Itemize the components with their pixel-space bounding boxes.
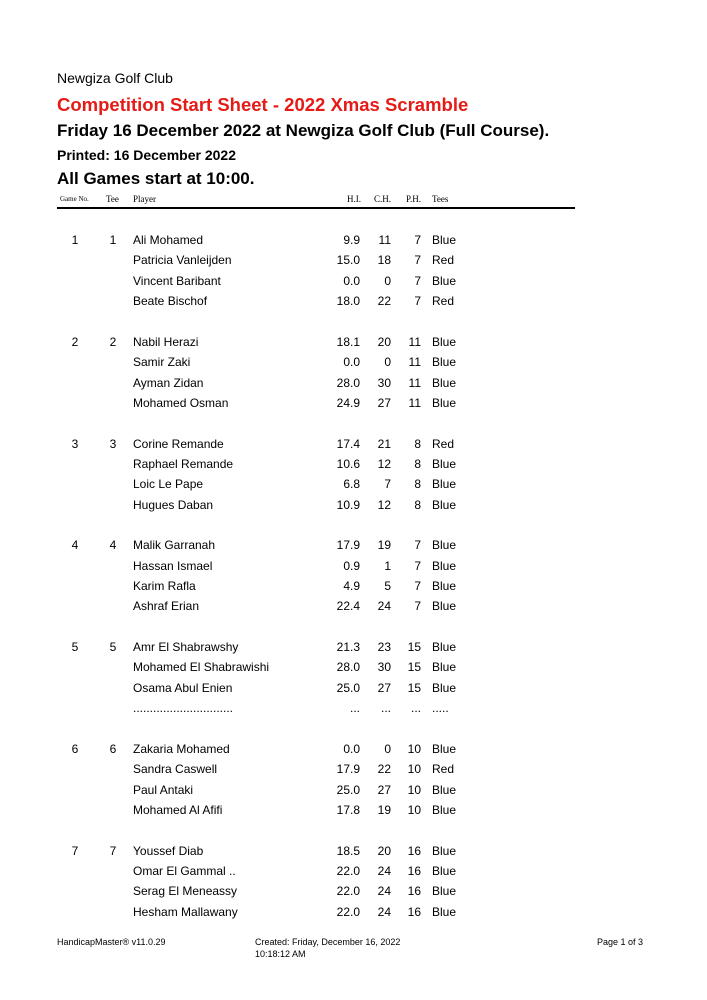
table-row [0,457,707,475]
table-row [0,559,707,577]
cell-playing-handicap: 16 [407,904,421,919]
cell-handicap-index: 28.0 [336,375,360,390]
cell-tee: 2 [109,334,117,349]
cell-course-handicap: ... [380,701,391,716]
cell-playing-handicap: 7 [414,599,421,614]
cell-player: Amr El Shabrawshy [133,640,239,654]
cell-playing-handicap: 7 [414,538,421,553]
cell-tees: Blue [432,558,457,573]
cell-playing-handicap: 10 [407,741,421,756]
column-header-ph: P.H. [405,194,421,204]
cell-course-handicap: 23 [377,640,391,654]
cell-player: Mohamed Al Afifi [133,802,223,817]
cell-game-no: 2 [71,334,79,349]
cell-player: Mohamed Osman [133,395,229,410]
cell-player: Hassan Ismael [133,558,213,573]
cell-handicap-index: 15.0 [336,253,360,268]
cell-game-no: 5 [71,640,79,654]
table-row [0,864,707,882]
cell-tee: 4 [109,538,117,553]
cell-handicap-index: 10.6 [336,456,360,471]
cell-handicap-index: 21.3 [336,640,360,654]
table-row [0,762,707,780]
cell-handicap-index: 0.0 [343,355,360,370]
cell-tees: ..... [432,701,449,716]
start-time: All Games start at 10:00. [57,169,255,188]
cell-playing-handicap: 10 [407,762,421,777]
cell-player: Loic Le Pape [133,477,204,492]
cell-course-handicap: 27 [377,782,391,797]
cell-game-no: 1 [71,233,79,247]
cell-playing-handicap: 11 [408,334,421,349]
cell-handicap-index: 22.0 [336,863,360,878]
cell-playing-handicap: 8 [414,456,421,471]
cell-player: Vincent Baribant [133,273,221,288]
cell-tee: 5 [109,640,117,654]
cell-handicap-index: 4.9 [343,579,360,593]
table-row [0,660,707,678]
cell-tee: 3 [109,436,117,451]
cell-player: Corine Remande [133,436,224,451]
table-row [0,233,707,251]
cell-tees: Blue [432,477,457,492]
cell-player: Omar El Gammal .. [133,863,236,878]
cell-playing-handicap: 8 [414,497,421,512]
cell-playing-handicap: 10 [407,782,421,797]
cell-handicap-index: 22.4 [336,599,360,614]
cell-player: Hugues Daban [133,497,214,512]
cell-course-handicap: 0 [384,741,391,756]
event-subtitle: Friday 16 December 2022 at Newgiza Golf Club (Full Course). [57,121,550,140]
cell-course-handicap: 19 [377,802,391,817]
cell-tees: Blue [432,640,457,654]
cell-course-handicap: 24 [377,884,391,899]
table-row [0,294,707,312]
cell-player: Osama Abul Enien [133,680,233,695]
cell-course-handicap: 27 [377,395,391,410]
table-row [0,355,707,373]
cell-course-handicap: 22 [377,762,391,777]
cell-playing-handicap: 7 [414,253,421,268]
cell-course-handicap: 20 [377,334,391,349]
cell-playing-handicap: 8 [414,436,421,451]
cell-player: Sandra Caswell [133,762,218,777]
cell-handicap-index: 22.0 [336,904,360,919]
cell-tees: Blue [432,904,457,919]
cell-player: Youssef Diab [133,843,204,858]
cell-handicap-index: 0.0 [343,273,360,288]
cell-player: Serag El Meneassy [133,884,238,899]
cell-playing-handicap: 7 [414,273,421,288]
cell-player: Beate Bischof [133,294,208,309]
footer-software: HandicapMaster® v11.0.29 [57,937,166,947]
cell-playing-handicap: 7 [414,294,421,309]
table-row [0,477,707,495]
cell-playing-handicap: 7 [414,558,421,573]
cell-tees: Blue [432,497,457,512]
cell-tees: Blue [432,334,457,349]
cell-playing-handicap: 11 [408,395,421,410]
cell-handicap-index: ... [349,701,360,716]
table-row [0,640,707,658]
cell-player: Ali Mohamed [133,233,204,247]
cell-course-handicap: 19 [377,538,391,553]
cell-tee: 1 [109,233,117,247]
cell-tees: Blue [432,355,457,370]
cell-tees: Red [432,762,455,777]
cell-handicap-index: 10.9 [336,497,360,512]
cell-player: Patricia Vanleijden [133,253,232,268]
cell-playing-handicap: 15 [407,660,421,675]
cell-player: Raphael Remande [133,456,234,471]
cell-tee: 6 [109,741,117,756]
cell-handicap-index: 9.9 [343,233,360,247]
cell-game-no: 7 [71,843,79,858]
footer-created-line1: Created: Friday, December 16, 2022 [255,937,401,947]
cell-player: Ayman Zidan [133,375,204,390]
cell-tees: Blue [432,802,457,817]
cell-player: Mohamed El Shabrawishi [133,660,270,675]
cell-tees: Blue [432,273,457,288]
cell-handicap-index: 24.9 [336,395,360,410]
cell-playing-handicap: 16 [407,843,421,858]
table-row [0,681,707,699]
footer-created-line2: 10:18:12 AM [255,949,306,959]
cell-playing-handicap: 16 [407,863,421,878]
table-row [0,701,707,719]
cell-player: Nabil Herazi [133,334,199,349]
cell-playing-handicap: 10 [407,802,421,817]
table-row [0,599,707,617]
cell-playing-handicap: 16 [407,884,421,899]
column-header-hi: H.I. [347,194,361,204]
table-row [0,498,707,516]
cell-course-handicap: 0 [384,355,391,370]
table-row [0,274,707,292]
table-row [0,396,707,414]
cell-tees: Blue [432,884,457,899]
club-name: Newgiza Golf Club [57,70,173,86]
table-row [0,538,707,556]
cell-player: .............................. [133,701,234,716]
cell-course-handicap: 30 [377,660,391,675]
cell-tees: Blue [432,538,457,553]
cell-playing-handicap: 8 [414,477,421,492]
cell-player: Samir Zaki [133,355,191,370]
table-row [0,437,707,455]
cell-handicap-index: 17.8 [336,802,360,817]
cell-tee: 7 [109,843,117,858]
cell-course-handicap: 20 [377,843,391,858]
cell-playing-handicap: 15 [407,680,421,695]
table-row [0,335,707,353]
column-header-tee: Tee [106,194,119,204]
cell-playing-handicap: 15 [407,640,421,654]
cell-handicap-index: 0.0 [343,741,360,756]
cell-tees: Red [432,294,455,309]
page-title: Competition Start Sheet - 2022 Xmas Scramble [57,94,469,115]
cell-handicap-index: 25.0 [336,782,360,797]
column-header-player: Player [133,194,156,204]
cell-course-handicap: 18 [377,253,391,268]
cell-playing-handicap: 11 [408,355,421,370]
cell-player: Paul Antaki [133,782,194,797]
cell-player: Hesham Mallawany [133,904,238,919]
cell-player: Malik Garranah [133,538,216,553]
cell-tees: Red [432,436,455,451]
cell-playing-handicap: 7 [414,233,421,247]
cell-tees: Blue [432,456,457,471]
cell-course-handicap: 24 [377,904,391,919]
cell-playing-handicap: 7 [414,579,421,593]
cell-course-handicap: 7 [384,477,391,492]
cell-player: Zakaria Mohamed [133,741,230,756]
cell-handicap-index: 28.0 [336,660,360,675]
cell-player: Karim Rafla [133,579,196,593]
cell-course-handicap: 30 [377,375,391,390]
cell-tees: Blue [432,782,457,797]
cell-tees: Blue [432,741,457,756]
column-header-tees: Tees [432,194,449,204]
footer-created [255,936,400,960]
cell-course-handicap: 24 [377,863,391,878]
cell-player: Ashraf Erian [133,599,200,614]
cell-tees: Blue [432,863,457,878]
cell-handicap-index: 25.0 [336,680,360,695]
cell-tees: Blue [432,395,457,410]
cell-course-handicap: 27 [377,680,391,695]
cell-tees: Red [432,253,455,268]
footer-page-number: Page 1 of 3 [596,937,643,947]
table-row [0,742,707,760]
cell-handicap-index: 6.8 [343,477,360,492]
column-header-game: Game No. [60,195,89,203]
cell-handicap-index: 18.1 [336,334,360,349]
cell-tees: Blue [432,375,457,390]
table-row [0,844,707,862]
table-row [0,579,707,597]
cell-handicap-index: 17.4 [336,436,360,451]
cell-handicap-index: 22.0 [336,884,360,899]
cell-course-handicap: 5 [384,579,391,593]
cell-course-handicap: 12 [377,497,391,512]
cell-tees: Blue [432,843,457,858]
table-row [0,376,707,394]
table-header [57,194,575,209]
cell-game-no: 3 [71,436,79,451]
cell-tees: Blue [432,579,457,593]
cell-course-handicap: 0 [384,273,391,288]
cell-tees: Blue [432,599,457,614]
table-row [0,905,707,923]
cell-course-handicap: 12 [377,456,391,471]
cell-game-no: 6 [71,741,79,756]
table-row [0,783,707,801]
cell-game-no: 4 [71,538,79,553]
table-row [0,253,707,271]
cell-playing-handicap: ... [410,701,421,716]
cell-handicap-index: 17.9 [336,762,360,777]
cell-course-handicap: 24 [377,599,391,614]
column-header-ch: C.H. [373,194,391,204]
cell-tees: Blue [432,680,457,695]
cell-course-handicap: 21 [377,436,391,451]
table-row [0,803,707,821]
cell-handicap-index: 17.9 [336,538,360,553]
cell-tees: Blue [432,660,457,675]
cell-handicap-index: 18.0 [336,294,360,309]
cell-course-handicap: 11 [378,233,391,247]
cell-playing-handicap: 11 [408,375,421,390]
printed-date: Printed: 16 December 2022 [57,147,236,163]
cell-handicap-index: 18.5 [336,843,360,858]
cell-course-handicap: 22 [377,294,391,309]
table-row [0,884,707,902]
cell-tees: Blue [432,233,457,247]
cell-course-handicap: 1 [384,558,391,573]
cell-handicap-index: 0.9 [343,558,360,573]
